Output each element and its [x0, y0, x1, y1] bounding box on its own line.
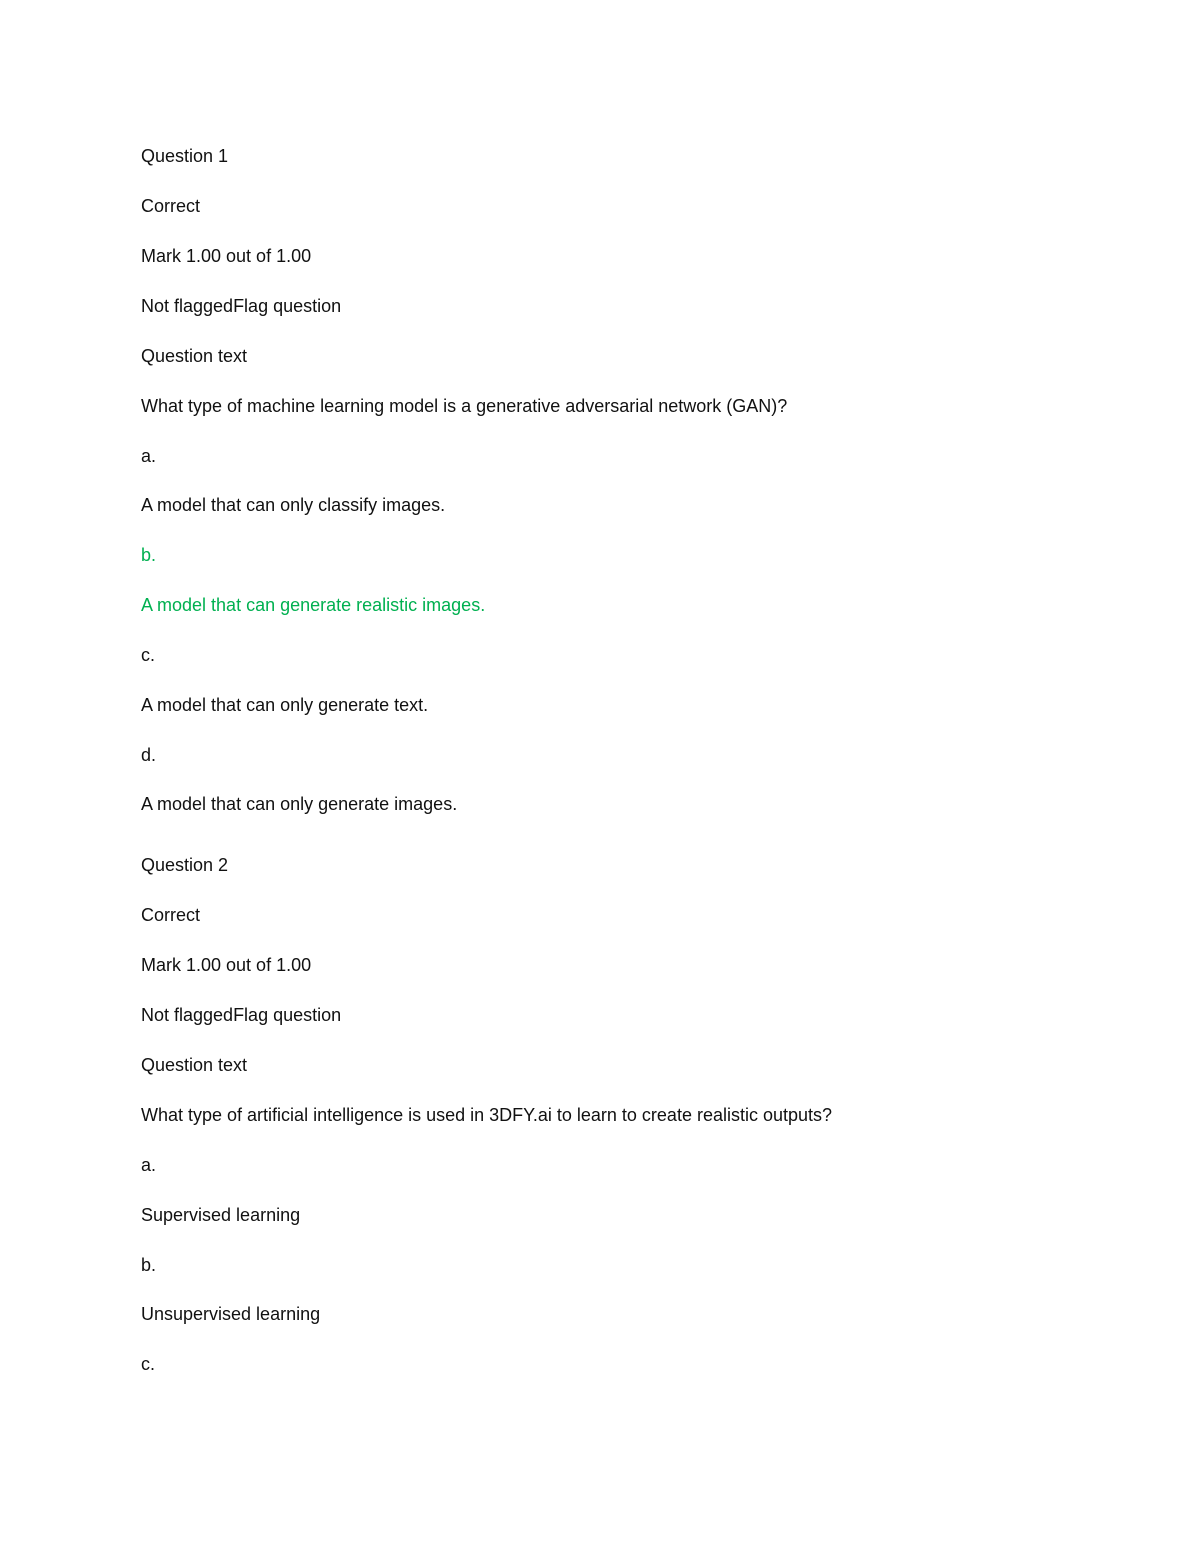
question-2-status: Correct — [141, 905, 201, 925]
question-2-flag: Not flaggedFlag question — [141, 1005, 342, 1025]
question-1-prompt: What type of machine learning model is a generative adversarial network (GAN)? — [141, 396, 788, 416]
question-2-prompt: What type of artificial intelligence is used in 3DFY.ai to learn to create realistic outputs? — [141, 1105, 833, 1125]
question-1-option-b-letter: b. — [141, 545, 157, 565]
question-2-title: Question 2 — [141, 855, 229, 875]
question-1-option-c-letter: c. — [141, 645, 156, 665]
question-2-option-c-letter: c. — [141, 1354, 156, 1374]
question-2-text-label: Question text — [141, 1055, 248, 1075]
question-2-option-a-text: Supervised learning — [141, 1205, 301, 1225]
question-2-option-b-text: Unsupervised learning — [141, 1304, 321, 1324]
question-2-option-b-letter: b. — [141, 1255, 157, 1275]
question-1-flag: Not flaggedFlag question — [141, 296, 342, 316]
question-1-option-d-text: A model that can only generate images. — [141, 794, 458, 814]
question-1-option-a-text: A model that can only classify images. — [141, 495, 446, 515]
question-2-option-a-letter: a. — [141, 1155, 157, 1175]
question-2-mark: Mark 1.00 out of 1.00 — [141, 955, 312, 975]
question-1-title: Question 1 — [141, 146, 229, 166]
question-1-mark: Mark 1.00 out of 1.00 — [141, 246, 312, 266]
question-1-option-d-letter: d. — [141, 745, 157, 765]
question-1-option-c-text: A model that can only generate text. — [141, 695, 429, 715]
question-1-option-b-text: A model that can generate realistic images. — [141, 595, 486, 615]
question-1-option-a-letter: a. — [141, 446, 157, 466]
question-1-status: Correct — [141, 196, 201, 216]
question-1-text-label: Question text — [141, 346, 248, 366]
